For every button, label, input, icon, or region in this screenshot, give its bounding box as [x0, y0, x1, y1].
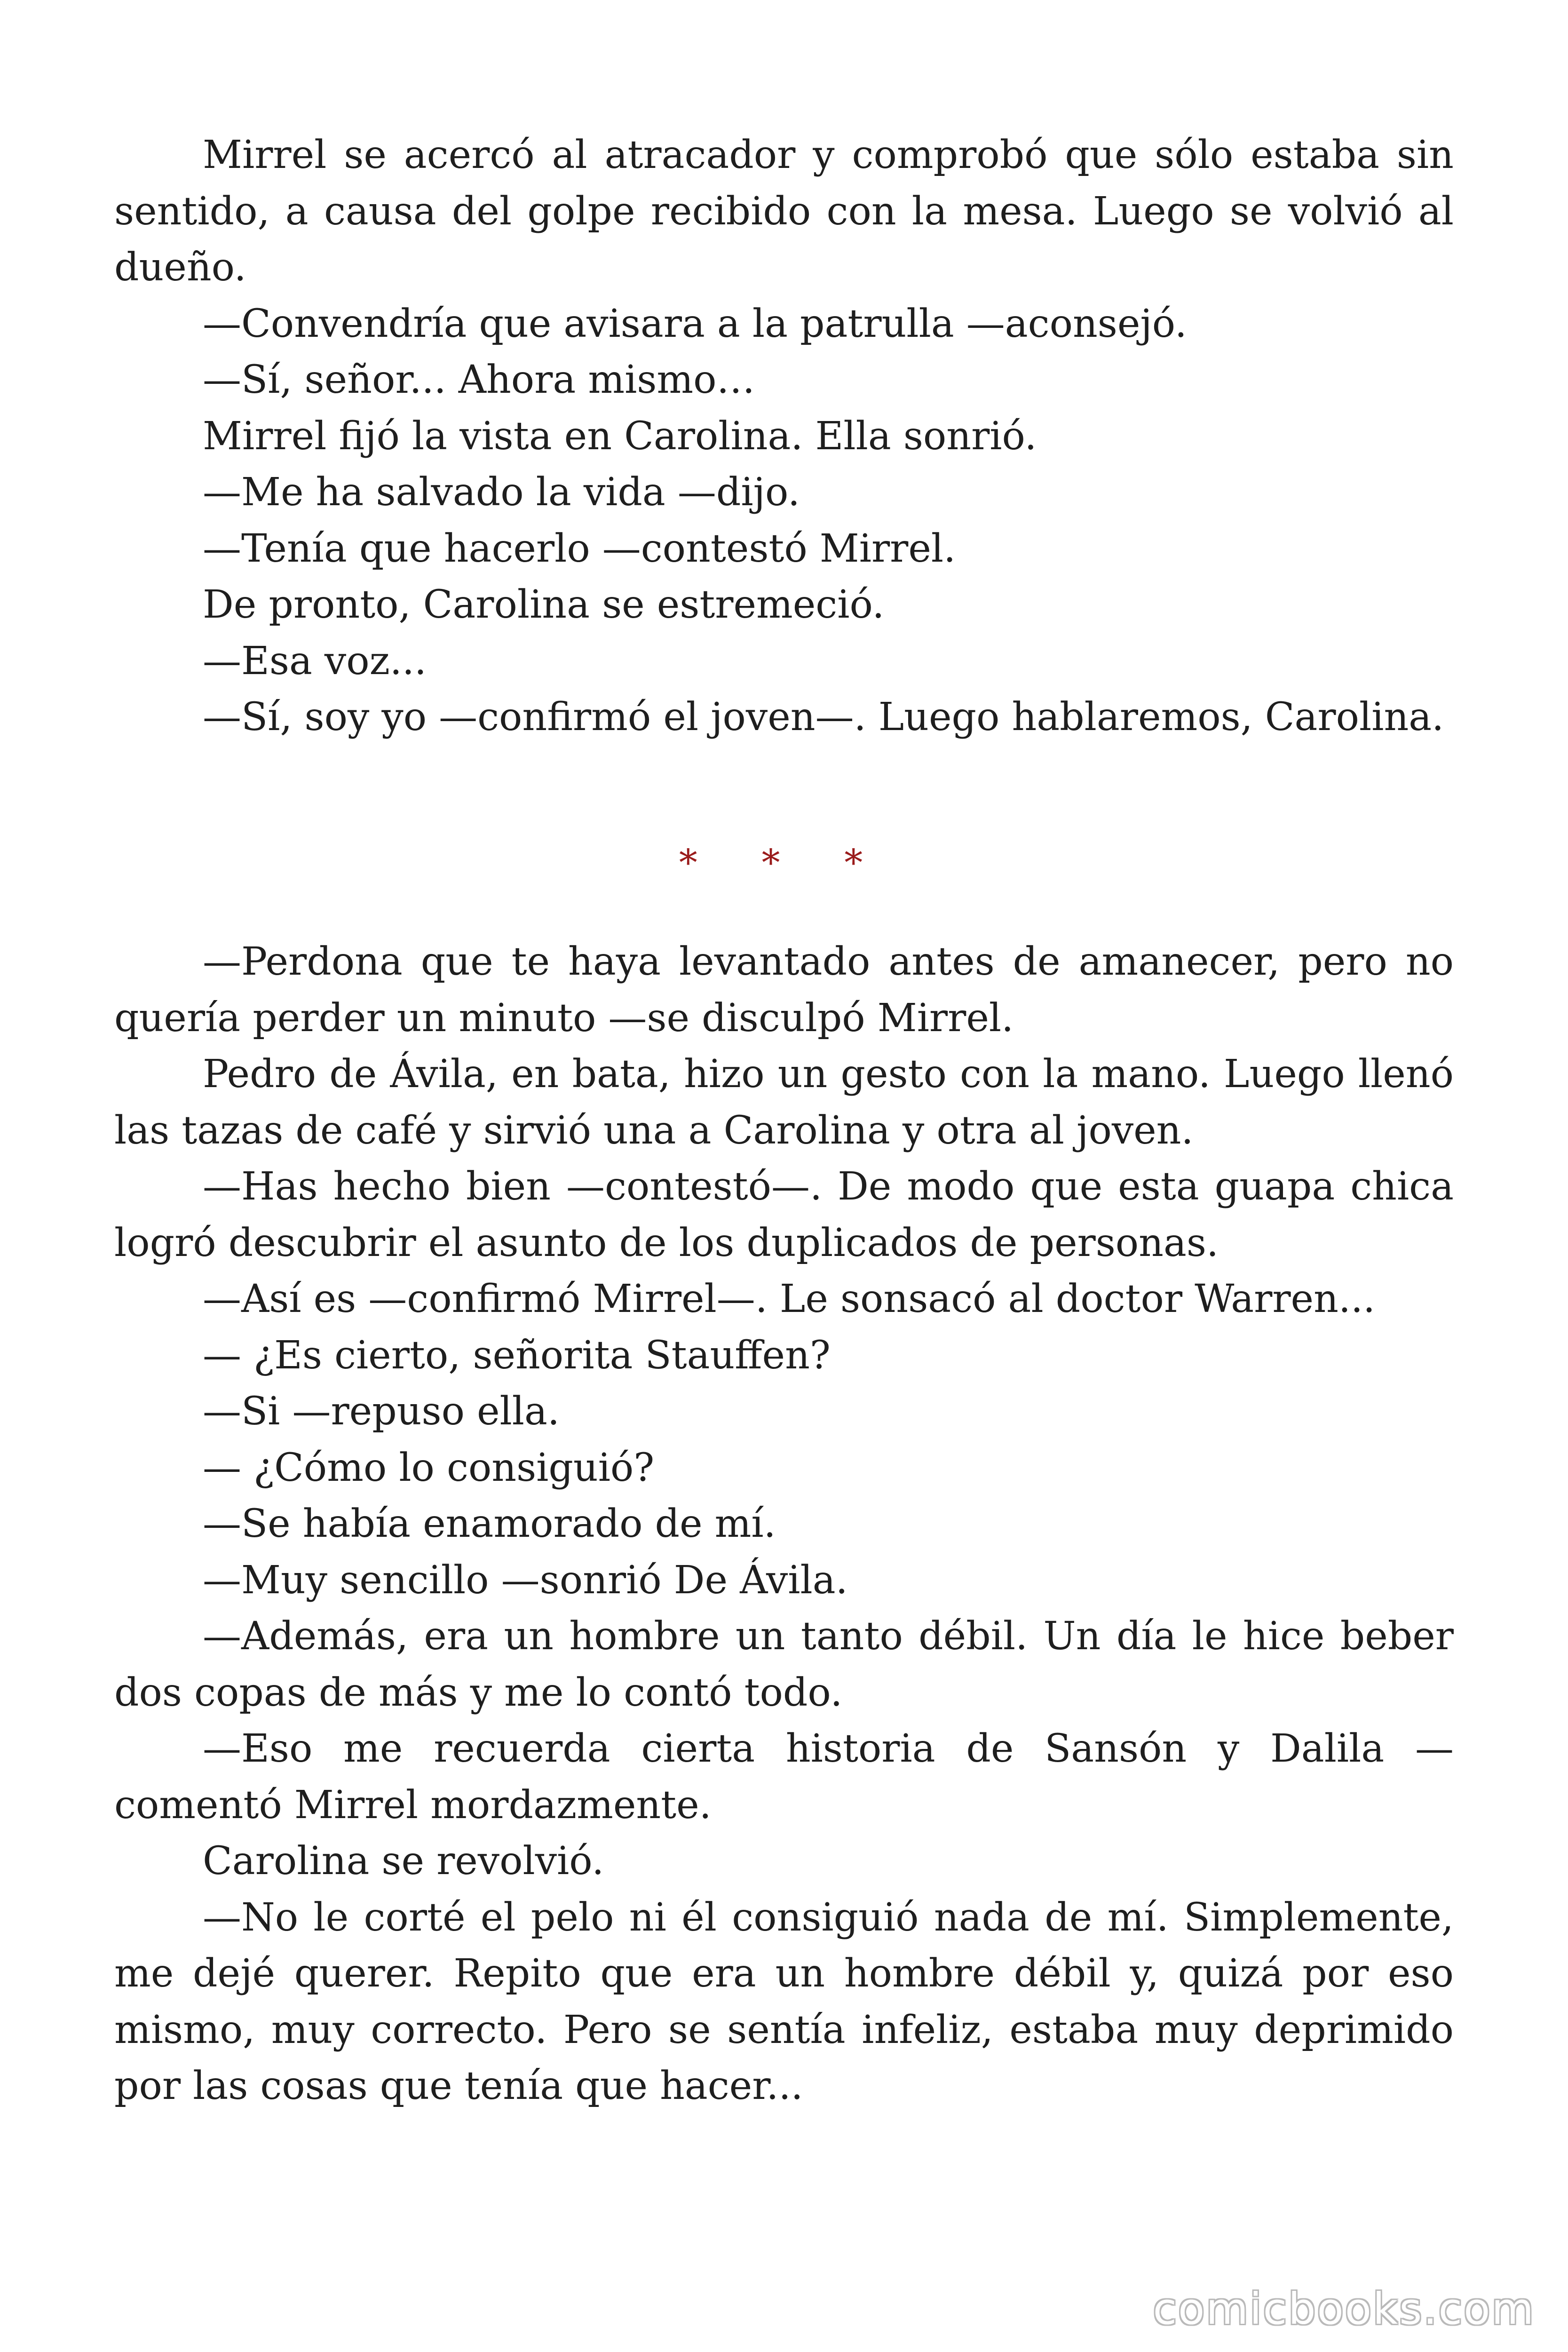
text-section-2	[114, 934, 1454, 2114]
text-section-1	[114, 127, 1454, 746]
paragraph: Mirrel se acercó al atracador y comprobó que sólo estaba sin sentido, a causa del golpe recibido con la mesa. Luego se volvió al dueño.	[114, 133, 1454, 290]
paragraph: —No le corté el pelo ni él consiguió nada de mí. Simplemente, me dejé querer. Repito que era un hombre débil y, quizá por eso mismo, muy correcto. Pero se sentía infeliz, estaba muy deprimido por las cosas que tenía que hacer...	[114, 1895, 1454, 2108]
paragraph: Pedro de Ávila, en bata, hizo un gesto con la mano. Luego llenó las tazas de café y sirvió una a Carolina y otra al joven.	[114, 1052, 1454, 1153]
paragraph: — ¿Es cierto, señorita Stauffen?	[203, 1333, 831, 1378]
paragraph: —Esa voz...	[203, 638, 427, 683]
paragraph: —Además, era un hombre un tanto débil. Un día le hice beber dos copas de más y me lo contó todo.	[114, 1614, 1454, 1715]
paragraph: —Has hecho bien —contestó—. De modo que esta guapa chica logró descubrir el asunto de los duplicados de personas.	[114, 1164, 1454, 1265]
paragraph: —Si —repuso ella.	[203, 1389, 560, 1434]
paragraph: Carolina se revolvió.	[203, 1839, 604, 1883]
paragraph: — ¿Cómo lo consiguió?	[203, 1445, 655, 1490]
paragraph: —Muy sencillo —sonrió De Ávila.	[203, 1557, 848, 1603]
paragraph: —Me ha salvado la vida —dijo.	[203, 470, 800, 515]
paragraph: —Eso me recuerda cierta historia de Sansón y Dalila — comentó Mirrel mordazmente.	[114, 1726, 1454, 1828]
paragraph: Mirrel fijó la vista en Carolina. Ella sonrió.	[203, 413, 1037, 459]
paragraph: —Así es —confirmó Mirrel—. Le sonsacó al doctor Warren...	[203, 1277, 1376, 1321]
section-separator: * * *	[679, 842, 889, 884]
paragraph: —Perdona que te haya levantado antes de amanecer, pero no quería perder un minuto —se disculpó Mirrel.	[114, 939, 1454, 1041]
watermark-logo: comicbooks.com	[1153, 2284, 1535, 2334]
paragraph: De pronto, Carolina se estremeció.	[203, 582, 885, 627]
paragraph: —Sí, señor... Ahora mismo…	[203, 358, 755, 402]
paragraph: —Tenía que hacerlo —contestó Mirrel.	[203, 526, 956, 571]
paragraph: —Convendría que avisara a la patrulla —aconsejó.	[203, 301, 1187, 346]
paragraph: —Sí, soy yo —confirmó el joven—. Luego hablaremos, Carolina.	[203, 695, 1444, 739]
paragraph: —Se había enamorado de mí.	[203, 1502, 776, 1546]
